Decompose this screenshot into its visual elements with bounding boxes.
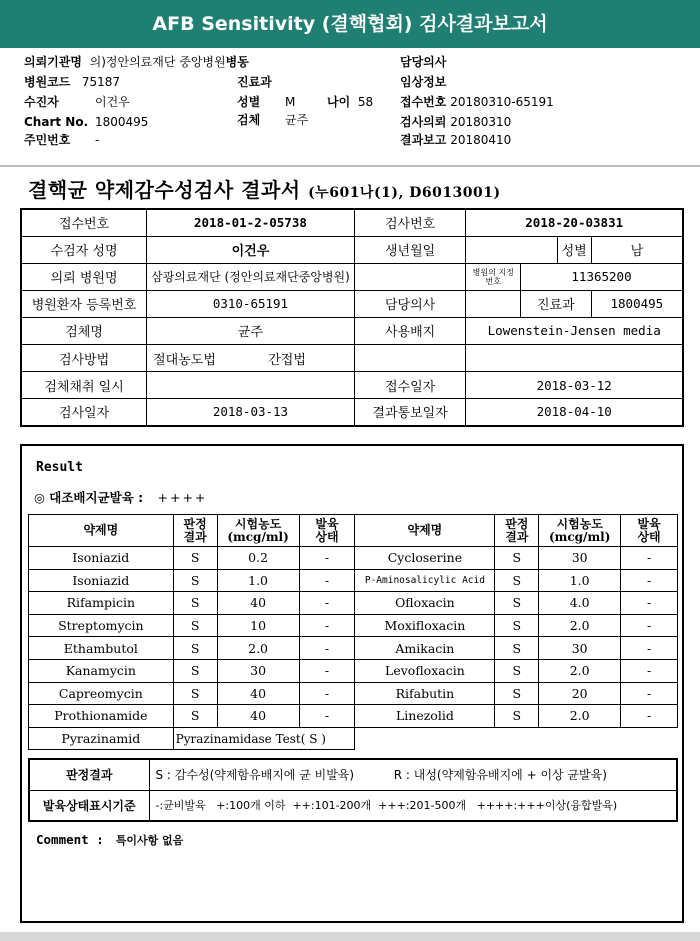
age-label: 나이 xyxy=(327,95,351,109)
result-title: Result xyxy=(36,460,83,475)
patient-name-label: 수검자 성명 xyxy=(21,236,147,263)
comment-value: 특이사항 없음 xyxy=(115,834,184,847)
empty-cell xyxy=(354,344,466,371)
drug-result: S xyxy=(495,547,539,570)
table-row xyxy=(29,790,677,821)
specimen-label-cell: 검체명 xyxy=(21,317,147,344)
doctor-label-cell: 담당의사 xyxy=(354,290,466,317)
drug-concentration: 40 xyxy=(217,682,299,705)
specimen-label: 검체 xyxy=(237,113,261,127)
drug-growth: - xyxy=(299,569,355,592)
drug-result: S xyxy=(173,659,217,682)
pza-result: Pyrazinamidase Test( S ) xyxy=(173,727,355,750)
table-row xyxy=(29,569,678,592)
drug-concentration: 1.0 xyxy=(539,569,621,592)
received-label: 접수일자 xyxy=(354,372,466,399)
doctor-label: 담당의사 xyxy=(400,55,447,69)
notified-label: 결과통보일자 xyxy=(354,399,466,426)
control-growth-label: ◎ 대조배지균발육 : xyxy=(34,490,144,505)
referral-value: 의)정안의료재단 중앙병원 xyxy=(89,55,226,69)
receipt-value: 20180310-65191 xyxy=(450,95,554,109)
drug-concentration: 20 xyxy=(539,682,621,705)
empty-cell xyxy=(466,344,683,371)
method-values xyxy=(147,344,355,371)
section-divider xyxy=(0,165,700,167)
drug-name: Linezolid xyxy=(355,705,495,728)
tested-value: 2018-03-13 xyxy=(147,399,355,426)
drug-result: S xyxy=(173,547,217,570)
drug-name: Ofloxacin xyxy=(355,592,495,615)
method-2: 간접법 xyxy=(268,352,306,368)
specimen-value-cell: 균주 xyxy=(147,317,355,344)
hospital-code-value: 75187 xyxy=(81,75,121,89)
drug-concentration: 2.0 xyxy=(539,659,621,682)
drug-growth: - xyxy=(621,659,678,682)
specimen-info-table xyxy=(20,208,684,427)
col-conc-left: 시험농도 (mcg/ml) xyxy=(217,515,299,547)
drug-growth: - xyxy=(621,637,678,660)
table-row xyxy=(21,209,683,236)
drug-result: S xyxy=(495,637,539,660)
collect-label: 검체채취 일시 xyxy=(21,372,147,399)
hospital-value: 삼광의료재단 (정안의료재단중앙병원) xyxy=(147,263,355,290)
drug-growth: - xyxy=(621,569,678,592)
receipt-no-label: 접수번호 xyxy=(21,209,147,236)
table-row xyxy=(21,344,683,371)
drug-name: Ethambutol xyxy=(29,637,174,660)
notified-value: 2018-04-10 xyxy=(466,399,683,426)
drug-result: S xyxy=(495,705,539,728)
drug-result: S xyxy=(173,592,217,615)
method-label: 검사방법 xyxy=(21,344,147,371)
drug-growth: - xyxy=(299,592,355,615)
reg-label: 병원환자 등록번호 xyxy=(21,290,147,317)
growth-legend-text: -:균비발육 +:100개 이하 ++:101-200개 +++:201-500개 ++++:+++이상(융합발육) xyxy=(149,790,677,821)
report-title xyxy=(28,174,501,203)
comment xyxy=(36,832,183,848)
drug-result: S xyxy=(173,614,217,637)
table-row xyxy=(29,705,678,728)
doctor-value-cell xyxy=(466,290,521,317)
birth-value xyxy=(466,236,557,263)
drug-concentration: 30 xyxy=(539,547,621,570)
drug-concentration: 2.0 xyxy=(539,614,621,637)
drug-name: Levofloxacin xyxy=(355,659,495,682)
drug-name: Streptomycin xyxy=(29,614,174,637)
drug-growth: - xyxy=(299,682,355,705)
drug-growth: - xyxy=(621,705,678,728)
drug-concentration: 2.0 xyxy=(539,705,621,728)
ward-label: 병동 xyxy=(225,55,249,69)
birth-label: 생년월일 xyxy=(354,236,466,263)
col-drug-right: 약제명 xyxy=(355,515,495,547)
test-no-value: 2018-20-03831 xyxy=(466,209,683,236)
sex-value-cell: 남 xyxy=(591,236,683,263)
medium-value: Lowenstein-Jensen media xyxy=(466,317,683,344)
request-value: 20180310 xyxy=(450,115,512,129)
drug-name: P-Aminosalicylic Acid xyxy=(355,569,495,592)
growth-legend-label: 발육상태표시기준 xyxy=(29,790,149,821)
receipt-no-value: 2018-01-2-05738 xyxy=(147,209,355,236)
drug-result: S xyxy=(495,682,539,705)
col-conc-right: 시험농도 (mcg/ml) xyxy=(539,515,621,547)
test-no-label: 검사번호 xyxy=(354,209,466,236)
specimen-value: 균주 xyxy=(285,113,309,127)
drug-result: S xyxy=(495,659,539,682)
table-header-row xyxy=(29,515,678,547)
received-value: 2018-03-12 xyxy=(466,372,683,399)
chart-value: 1800495 xyxy=(95,115,149,129)
drug-concentration: 4.0 xyxy=(539,592,621,615)
report-form-code: (누601나(1), D6013001) xyxy=(308,185,501,201)
designation-label: 병원의 지정번호 xyxy=(466,263,521,290)
drug-growth: - xyxy=(299,659,355,682)
drug-name: Rifampicin xyxy=(29,592,174,615)
drug-result: S xyxy=(495,569,539,592)
dept-value-cell: 1800495 xyxy=(591,290,683,317)
request-label: 검사의뢰 xyxy=(400,115,447,129)
col-growth-right: 발육 상태 xyxy=(621,515,678,547)
drug-result: S xyxy=(495,592,539,615)
drug-growth: - xyxy=(299,705,355,728)
table-row xyxy=(29,592,678,615)
table-row xyxy=(29,682,678,705)
empty-cell xyxy=(354,263,466,290)
table-row xyxy=(29,637,678,660)
comment-label: Comment : xyxy=(36,832,104,847)
patient-value: 이건우 xyxy=(95,95,130,109)
tested-label: 검사일자 xyxy=(21,399,147,426)
result-section xyxy=(20,444,684,923)
empty-cell xyxy=(355,727,678,750)
medium-label: 사용배지 xyxy=(354,317,466,344)
drug-name: Amikacin xyxy=(355,637,495,660)
drug-result: S xyxy=(173,682,217,705)
table-row xyxy=(21,317,683,344)
drug-name: Isoniazid xyxy=(29,547,174,570)
hospital-code-label: 병원코드 xyxy=(24,75,71,89)
drug-growth: - xyxy=(621,614,678,637)
drug-growth: - xyxy=(299,637,355,660)
receipt-label: 접수번호 xyxy=(400,95,447,109)
judge-legend-s: S : 감수성(약제함유배지에 균 비발육) xyxy=(155,768,355,783)
col-growth-left: 발육 상태 xyxy=(299,515,355,547)
clinical-label: 임상정보 xyxy=(400,75,447,89)
drug-concentration: 40 xyxy=(217,705,299,728)
table-row xyxy=(21,263,683,290)
report-title-text: 결핵균 약제감수성검사 결과서 xyxy=(28,178,301,202)
legend-table xyxy=(28,758,678,822)
drug-name: Rifabutin xyxy=(355,682,495,705)
referral-label: 의뢰기관명 xyxy=(24,55,82,69)
drug-concentration: 30 xyxy=(539,637,621,660)
footer-bar xyxy=(0,932,700,941)
drug-concentration: 30 xyxy=(217,659,299,682)
drug-concentration: 10 xyxy=(217,614,299,637)
col-judge-left: 판정 결과 xyxy=(173,515,217,547)
patient-label: 수진자 xyxy=(24,95,59,109)
drug-growth: - xyxy=(621,592,678,615)
resident-label: 주민번호 xyxy=(24,133,71,147)
drug-growth: - xyxy=(621,682,678,705)
table-row xyxy=(29,659,678,682)
dept-label-cell: 진료과 xyxy=(521,290,592,317)
judge-legend-label: 판정결과 xyxy=(29,759,149,790)
dept-label: 진료과 xyxy=(237,75,272,89)
table-row xyxy=(29,727,678,750)
drug-concentration: 1.0 xyxy=(217,569,299,592)
table-row xyxy=(21,372,683,399)
control-growth-value: ++++ xyxy=(157,490,208,505)
table-row xyxy=(29,547,678,570)
chart-label: Chart No. xyxy=(24,115,89,129)
drug-concentration: 2.0 xyxy=(217,637,299,660)
method-1: 절대농도법 xyxy=(153,352,216,368)
drug-growth: - xyxy=(299,547,355,570)
table-row xyxy=(29,759,677,790)
drug-name: Kanamycin xyxy=(29,659,174,682)
resident-value: - xyxy=(95,133,100,147)
table-row xyxy=(21,290,683,317)
judge-legend-values xyxy=(149,759,677,790)
pza-drug: Pyrazinamid xyxy=(29,727,174,750)
drug-name: Capreomycin xyxy=(29,682,174,705)
report-header-title: AFB Sensitivity (결핵협회) 검사결과보고서 xyxy=(0,0,700,48)
drug-result: S xyxy=(173,705,217,728)
report-value: 20180410 xyxy=(450,133,512,147)
drug-name: Prothionamide xyxy=(29,705,174,728)
drug-name: Isoniazid xyxy=(29,569,174,592)
table-row xyxy=(21,399,683,426)
drug-result: S xyxy=(173,569,217,592)
drug-result: S xyxy=(173,637,217,660)
drug-growth: - xyxy=(299,614,355,637)
sex-label-cell: 성별 xyxy=(557,236,591,263)
patient-name-value: 이건우 xyxy=(147,236,355,263)
sex-value: M xyxy=(285,95,296,109)
age-value: 58 xyxy=(357,95,374,109)
collect-value xyxy=(147,372,355,399)
drug-name: Moxifloxacin xyxy=(355,614,495,637)
col-judge-right: 판정 결과 xyxy=(495,515,539,547)
drug-growth: - xyxy=(621,547,678,570)
table-row xyxy=(29,614,678,637)
hospital-label: 의뢰 병원명 xyxy=(21,263,147,290)
control-growth xyxy=(34,488,207,506)
sex-label: 성별 xyxy=(237,95,261,109)
drug-concentration: 0.2 xyxy=(217,547,299,570)
drug-result-table xyxy=(28,514,678,750)
designation-value: 11365200 xyxy=(521,263,684,290)
drug-name: Cycloserine xyxy=(355,547,495,570)
judge-legend-r: R : 내성(약제함유배지에 + 이상 균발육) xyxy=(393,768,607,783)
table-row xyxy=(21,236,683,263)
drug-concentration: 40 xyxy=(217,592,299,615)
col-drug-left: 약제명 xyxy=(29,515,174,547)
report-label: 결과보고 xyxy=(400,133,447,147)
drug-result: S xyxy=(495,614,539,637)
reg-value: 0310-65191 xyxy=(147,290,355,317)
